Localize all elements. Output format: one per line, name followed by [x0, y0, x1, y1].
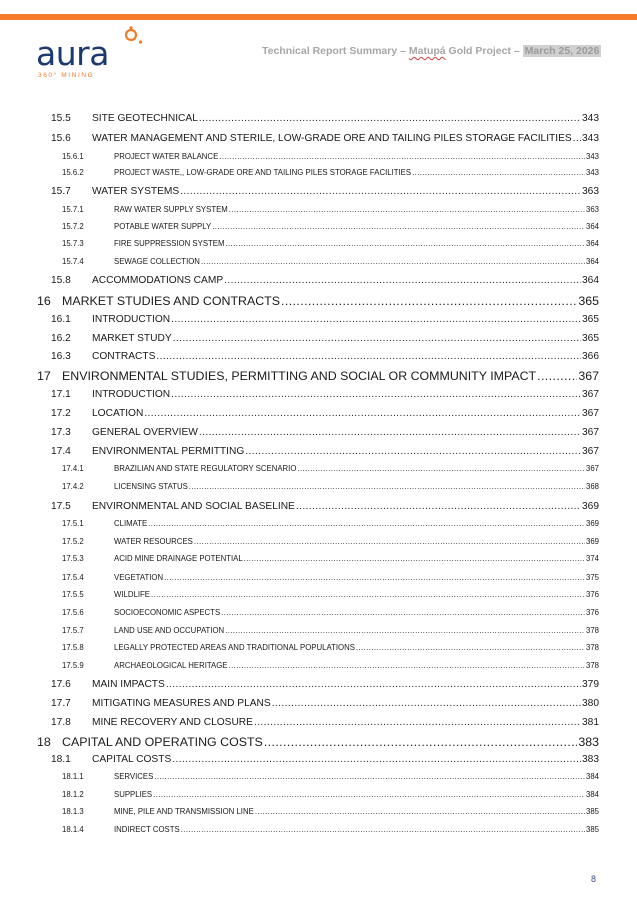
- toc-entry-number: 15.7.3: [62, 239, 84, 248]
- header-project-rest: Gold Project –: [445, 45, 523, 57]
- toc-entry-number: 17.7: [51, 698, 71, 709]
- toc-entry-title: GENERAL OVERVIEW: [92, 427, 198, 438]
- toc-entry[interactable]: [62, 554, 599, 563]
- toc-entry-number: 17.5.5: [62, 590, 84, 599]
- toc-entry[interactable]: [51, 754, 599, 765]
- toc-entry-number: 17.5.6: [62, 608, 84, 617]
- toc-entry-page: 383: [582, 754, 599, 765]
- toc-entry-page: 376: [585, 590, 599, 599]
- toc-entry-page: 379: [582, 679, 599, 690]
- toc-entry[interactable]: [62, 205, 599, 214]
- toc-leader-dots: [212, 222, 585, 231]
- toc-entry[interactable]: [51, 389, 599, 400]
- toc-entry-page: 376: [585, 608, 599, 617]
- toc-entry-number: 17.4.2: [62, 482, 84, 491]
- report-header-title: [262, 44, 601, 58]
- toc-leader-dots: [229, 661, 585, 670]
- toc-leader-dots: [264, 735, 578, 749]
- toc-entry[interactable]: [62, 537, 599, 546]
- toc-entry[interactable]: [37, 369, 599, 383]
- toc-entry-page: 364: [585, 257, 599, 266]
- toc-entry[interactable]: [62, 573, 599, 582]
- toc-entry-title: SITE GEOTECHNICAL: [92, 113, 198, 124]
- toc-entry[interactable]: [62, 152, 599, 161]
- toc-entry-title: WILDLIFE: [114, 590, 150, 599]
- toc-entry-page: 378: [585, 626, 599, 635]
- toc-entry-title: INTRODUCTION: [92, 314, 171, 325]
- toc-entry[interactable]: [62, 661, 599, 670]
- toc-entry-number: 16.3: [51, 351, 71, 362]
- toc-leader-dots: [164, 573, 585, 582]
- toc-entry[interactable]: [51, 351, 599, 362]
- toc-leader-dots: [225, 239, 585, 248]
- toc-entry-title: ACCOMMODATIONS CAMP: [92, 275, 224, 286]
- toc-entry-page: 367: [585, 464, 599, 473]
- toc-entry-page: 380: [582, 698, 599, 709]
- toc-entry[interactable]: [62, 482, 599, 491]
- toc-entry-number: 17.8: [51, 717, 71, 728]
- toc-entry-title: INTRODUCTION: [92, 389, 171, 400]
- toc-entry-number: 18: [37, 735, 51, 749]
- toc-entry[interactable]: [62, 643, 599, 652]
- toc-entry-number: 17.4: [51, 446, 71, 457]
- toc-leader-dots: [180, 186, 581, 197]
- toc-entry-page: 365: [578, 294, 599, 308]
- toc-entry[interactable]: [51, 333, 599, 344]
- toc-entry-number: 17.4.1: [62, 464, 84, 473]
- toc-leader-dots: [272, 698, 581, 709]
- toc-entry-title: WATER MANAGEMENT AND STERILE, LOW-GRADE ORE AND TAILING PILES STORAGE FACILITIES: [92, 133, 572, 144]
- toc-entry-title: CAPITAL AND OPERATING COSTS: [62, 735, 263, 749]
- toc-entry[interactable]: [51, 698, 599, 709]
- toc-leader-dots: [156, 351, 581, 362]
- toc-entry-number: 17.1: [51, 389, 71, 400]
- toc-leader-dots: [171, 314, 581, 325]
- toc-entry-title: WATER RESOURCES: [114, 537, 193, 546]
- aura-logo: [36, 26, 156, 82]
- toc-leader-dots: [254, 717, 581, 728]
- toc-leader-dots: [199, 427, 581, 438]
- toc-entry[interactable]: [51, 275, 599, 286]
- toc-entry-page: 364: [582, 275, 599, 286]
- toc-leader-dots: [245, 446, 581, 457]
- toc-leader-dots: [199, 113, 581, 124]
- toc-entry-title: SOCIOECONOMIC ASPECTS: [114, 608, 221, 617]
- toc-leader-dots: [221, 608, 585, 617]
- toc-entry-title: MINE RECOVERY AND CLOSURE: [92, 717, 253, 728]
- toc-entry-title: PROJECT WASTE,, LOW-GRADE ORE AND TAILING PILES STORAGE FACILITIES: [114, 168, 412, 177]
- toc-leader-dots: [148, 519, 585, 528]
- toc-entry-number: 15.7.1: [62, 205, 84, 214]
- toc-entry-page: 343: [582, 113, 599, 124]
- toc-entry-page: 367: [582, 446, 599, 457]
- toc-entry-number: 15.8: [51, 275, 71, 286]
- toc-entry[interactable]: [51, 314, 599, 325]
- toc-entry-page: 369: [585, 519, 599, 528]
- toc-entry[interactable]: [62, 168, 599, 177]
- toc-entry-page: 367: [582, 389, 599, 400]
- toc-entry-number: 18.1.2: [62, 790, 84, 799]
- toc-entry[interactable]: [62, 825, 599, 834]
- toc-entry[interactable]: [51, 679, 599, 690]
- toc-entry-page: 369: [582, 501, 599, 512]
- toc-leader-dots: [189, 482, 585, 491]
- toc-entry-number: 17.2: [51, 408, 71, 419]
- toc-entry-title: CONTRACTS: [92, 351, 156, 362]
- toc-leader-dots: [151, 590, 585, 599]
- toc-entry-title: CLIMATE: [114, 519, 148, 528]
- toc-entry-number: 15.6.1: [62, 152, 84, 161]
- toc-leader-dots: [173, 333, 581, 344]
- toc-entry-number: 15.7.4: [62, 257, 84, 266]
- toc-entry[interactable]: [51, 501, 599, 512]
- toc-entry-page: 365: [582, 333, 599, 344]
- toc-entry-page: 385: [585, 807, 599, 816]
- toc-entry[interactable]: [51, 446, 599, 457]
- toc-entry-title: ARCHAEOLOGICAL HERITAGE: [114, 661, 228, 670]
- toc-entry-title: LEGALLY PROTECTED AREAS AND TRADITIONAL POPULATIONS: [114, 643, 355, 652]
- toc-entry-title: ENVIRONMENTAL PERMITTING: [92, 446, 245, 457]
- toc-leader-dots: [356, 643, 585, 652]
- toc-entry[interactable]: [62, 590, 599, 599]
- toc-entry-page: 363: [585, 205, 599, 214]
- toc-entry[interactable]: [51, 427, 599, 438]
- toc-leader-dots: [219, 152, 585, 161]
- toc-leader-dots: [537, 369, 577, 383]
- toc-entry-number: 17.5.9: [62, 661, 84, 670]
- toc-entry[interactable]: [62, 807, 599, 816]
- toc-entry-number: 17.5.7: [62, 626, 84, 635]
- toc-entry-page: 369: [585, 537, 599, 546]
- toc-entry-number: 16.2: [51, 333, 71, 344]
- toc-entry-number: 18.1.3: [62, 807, 84, 816]
- toc-leader-dots: [181, 825, 585, 834]
- toc-entry[interactable]: [51, 408, 599, 419]
- toc-entry[interactable]: [62, 257, 599, 266]
- toc-entry[interactable]: [37, 735, 599, 749]
- toc-leader-dots: [244, 554, 585, 563]
- toc-leader-dots: [297, 464, 585, 473]
- toc-entry[interactable]: [62, 464, 599, 473]
- toc-entry-title: ENVIRONMENTAL AND SOCIAL BASELINE: [92, 501, 295, 512]
- toc-entry-title: LOCATION: [92, 408, 144, 419]
- toc-entry[interactable]: [62, 222, 599, 231]
- toc-entry-title: FIRE SUPPRESSION SYSTEM: [114, 239, 225, 248]
- toc-entry[interactable]: [51, 717, 599, 728]
- header-date: March 25, 2026: [524, 45, 600, 57]
- toc-entry-page: 375: [585, 573, 599, 582]
- toc-entry-page: 366: [582, 351, 599, 362]
- toc-leader-dots: [171, 389, 581, 400]
- toc-entry-title: BRAZILIAN AND STATE REGULATORY SCENARIO: [114, 464, 297, 473]
- toc-entry-number: 17.5.1: [62, 519, 84, 528]
- toc-entry-number: 15.7.2: [62, 222, 84, 231]
- toc-entry-number: 17.3: [51, 427, 71, 438]
- toc-entry-number: 15.6: [51, 133, 71, 144]
- toc-leader-dots: [201, 257, 585, 266]
- toc-entry-number: 17.5.4: [62, 573, 84, 582]
- toc-entry-page: 374: [585, 554, 599, 563]
- toc-entry-number: 18.1.1: [62, 772, 84, 781]
- toc-entry-page: 364: [585, 222, 599, 231]
- toc-entry[interactable]: [62, 626, 599, 635]
- toc-entry-title: INDIRECT COSTS: [114, 825, 180, 834]
- toc-entry-title: MARKET STUDIES AND CONTRACTS: [62, 294, 281, 308]
- logo-subtitle: 360° MINING: [38, 72, 95, 79]
- page-number: 8: [591, 874, 597, 884]
- header-project-name: Matupá: [408, 45, 446, 57]
- toc-entry-title: LICENSING STATUS: [114, 482, 188, 491]
- toc-entry-number: 17.5: [51, 501, 71, 512]
- toc-entry-number: 17.5.8: [62, 643, 84, 652]
- header-prefix: Technical Report Summary –: [262, 45, 409, 57]
- toc-entry-title: WATER SYSTEMS: [92, 186, 180, 197]
- toc-leader-dots: [573, 133, 581, 144]
- toc-leader-dots: [225, 626, 585, 635]
- toc-entry[interactable]: [51, 113, 599, 124]
- toc-leader-dots: [255, 807, 585, 816]
- logo-ring-icon: [119, 26, 149, 48]
- toc-entry-title: SUPPLIES: [114, 790, 153, 799]
- toc-leader-dots: [296, 501, 581, 512]
- toc-entry-title: ACID MINE DRAINAGE POTENTIAL: [114, 554, 243, 563]
- toc-entry-page: 381: [582, 717, 599, 728]
- toc-entry-number: 17.5.3: [62, 554, 84, 563]
- toc-entry-page: 378: [585, 643, 599, 652]
- toc-entry-title: VEGETATION: [114, 573, 164, 582]
- toc-entry-title: RAW WATER SUPPLY SYSTEM: [114, 205, 228, 214]
- toc-entry-page: 367: [582, 427, 599, 438]
- toc-entry[interactable]: [62, 772, 599, 781]
- header-accent-bar: [0, 14, 637, 20]
- toc-leader-dots: [194, 537, 585, 546]
- toc-entry-title: MARKET STUDY: [92, 333, 172, 344]
- toc-entry-page: 368: [585, 482, 599, 491]
- toc-entry-title: PROJECT WATER BALANCE: [114, 152, 219, 161]
- toc-entry-page: 385: [585, 825, 599, 834]
- toc-entry-number: 18.1: [51, 754, 71, 765]
- toc-entry-title: LAND USE AND OCCUPATION: [114, 626, 225, 635]
- toc-entry-page: 343: [585, 152, 599, 161]
- toc-leader-dots: [229, 205, 585, 214]
- toc-entry-page: 378: [585, 661, 599, 670]
- toc-leader-dots: [224, 275, 581, 286]
- toc-entry-title: SEWAGE COLLECTION: [114, 257, 200, 266]
- toc-leader-dots: [172, 754, 581, 765]
- logo-wordmark: aura: [36, 34, 109, 73]
- toc-leader-dots: [153, 790, 585, 799]
- toc-leader-dots: [166, 679, 581, 690]
- toc-entry-page: 363: [582, 186, 599, 197]
- toc-entry-title: MITIGATING MEASURES AND PLANS: [92, 698, 271, 709]
- toc-entry-page: 383: [578, 735, 599, 749]
- toc-entry-page: 343: [585, 168, 599, 177]
- toc-entry-page: 364: [585, 239, 599, 248]
- toc-entry-title: ENVIRONMENTAL STUDIES, PERMITTING AND SOCIAL OR COMMUNITY IMPACT: [62, 369, 537, 383]
- toc-entry-title: POTABLE WATER SUPPLY: [114, 222, 212, 231]
- toc-leader-dots: [154, 772, 585, 781]
- toc-leader-dots: [281, 294, 577, 308]
- toc-entry-number: 17: [37, 369, 51, 383]
- toc-entry-number: 17.5.2: [62, 537, 84, 546]
- toc-entry-page: 367: [582, 408, 599, 419]
- toc-entry-title: MAIN IMPACTS: [92, 679, 165, 690]
- toc-leader-dots: [144, 408, 581, 419]
- toc-leader-dots: [412, 168, 585, 177]
- toc-entry-number: 15.6.2: [62, 168, 84, 177]
- toc-entry-title: SERVICES: [114, 772, 154, 781]
- toc-entry[interactable]: [37, 294, 599, 308]
- toc-entry-title: CAPITAL COSTS: [92, 754, 172, 765]
- toc-entry-page: 384: [585, 790, 599, 799]
- toc-entry[interactable]: [62, 608, 599, 617]
- toc-entry-number: 18.1.4: [62, 825, 84, 834]
- toc-entry-number: 16: [37, 294, 51, 308]
- toc-entry-page: 367: [578, 369, 599, 383]
- toc-entry[interactable]: [51, 186, 599, 197]
- toc-entry-page: 384: [585, 772, 599, 781]
- toc-entry-number: 17.6: [51, 679, 71, 690]
- toc-entry-number: 16.1: [51, 314, 71, 325]
- toc-entry[interactable]: [62, 790, 599, 799]
- toc-entry[interactable]: [62, 239, 599, 248]
- toc-entry-number: 15.5: [51, 113, 71, 124]
- toc-entry[interactable]: [51, 133, 599, 144]
- toc-entry-page: 365: [582, 314, 599, 325]
- toc-entry-page: 343: [582, 133, 599, 144]
- toc-entry-title: MINE, PILE AND TRANSMISSION LINE: [114, 807, 254, 816]
- toc-entry-number: 15.7: [51, 186, 71, 197]
- toc-entry[interactable]: [62, 519, 599, 528]
